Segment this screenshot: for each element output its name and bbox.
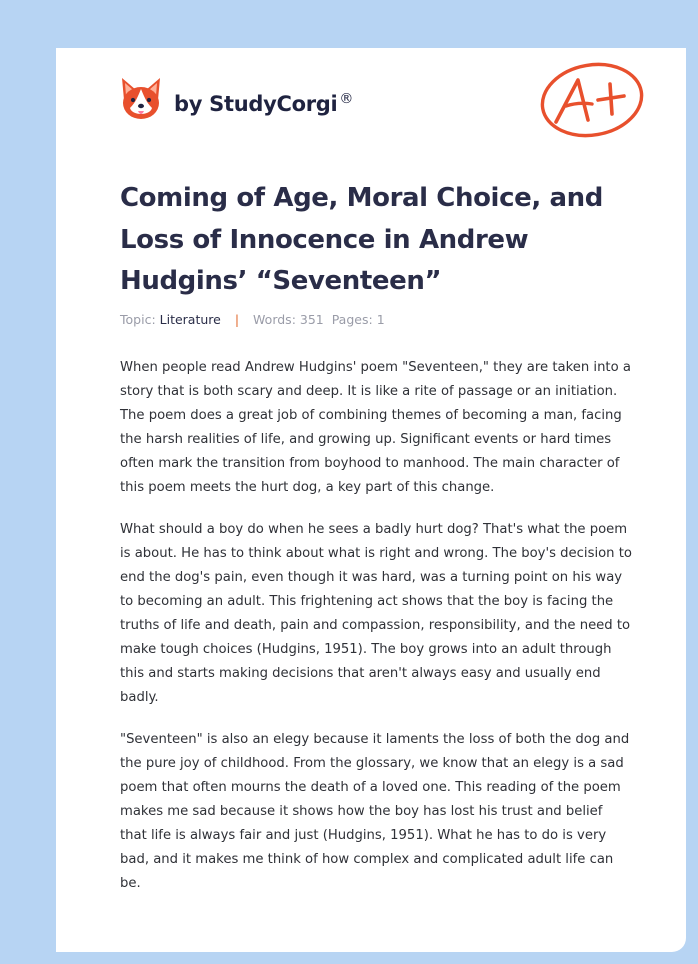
words-label: Words: — [253, 312, 296, 327]
corgi-icon — [120, 76, 162, 122]
essay-body — [120, 356, 632, 914]
essay-card — [56, 48, 686, 952]
essay-meta — [120, 312, 385, 327]
topic-link[interactable]: Literature — [159, 312, 221, 327]
words-count: 351 — [299, 312, 324, 327]
pages-label: Pages: — [331, 312, 373, 327]
studycorgi-logo[interactable] — [120, 76, 353, 122]
essay-title: Coming of Age, Moral Choice, and Loss of Innocence in Andrew Hudgins’ “Seventeen” — [120, 183, 603, 296]
paragraph: When people read Andrew Hudgins' poem "Seventeen," they are taken into a story that is both scary and deep. It is like a rite of passage or an initiation. The poem does a great job of combining themes of becoming a man, facing the harsh realities of life, and growing up. Significant events or hard times often mark the transition from boyhood to manhood. The main character of this poem meets the hurt dog, a key part of this change. — [120, 360, 631, 495]
a-plus-grade-icon — [538, 60, 648, 144]
registered-mark: ® — [339, 90, 354, 107]
brand-name: by StudyCorgi ® — [174, 90, 354, 116]
paragraph: What should a boy do when he sees a badly hurt dog? That's what the poem is about. He has to think about what is right and wrong. The boy's decision to end the dog's pain, even though it was hard, was a turning point on his way to becoming an adult. This frightening act shows that the boy is facing the truths of life and death, pain and compassion, responsibility, and the need to make tough choices (Hudgins, 1951). The boy grows into an adult through this and starts making decisions that aren't always easy and usually end badly. — [120, 522, 632, 705]
pages-count: 1 — [376, 312, 385, 327]
topic-label: Topic: — [120, 312, 156, 327]
meta-separator: | — [234, 312, 240, 327]
paragraph: "Seventeen" is also an elegy because it laments the loss of both the dog and the pure joy of childhood. From the glossary, we know that an elegy is a sad poem that often mourns the death of a loved one. This reading of the poem makes me sad because it shows how the boy has lost his trust and belief that life is always fair and just (Hudgins, 1951). What he has to do is very bad, and it makes me think of how complex and complicated adult life can be. — [120, 732, 630, 891]
